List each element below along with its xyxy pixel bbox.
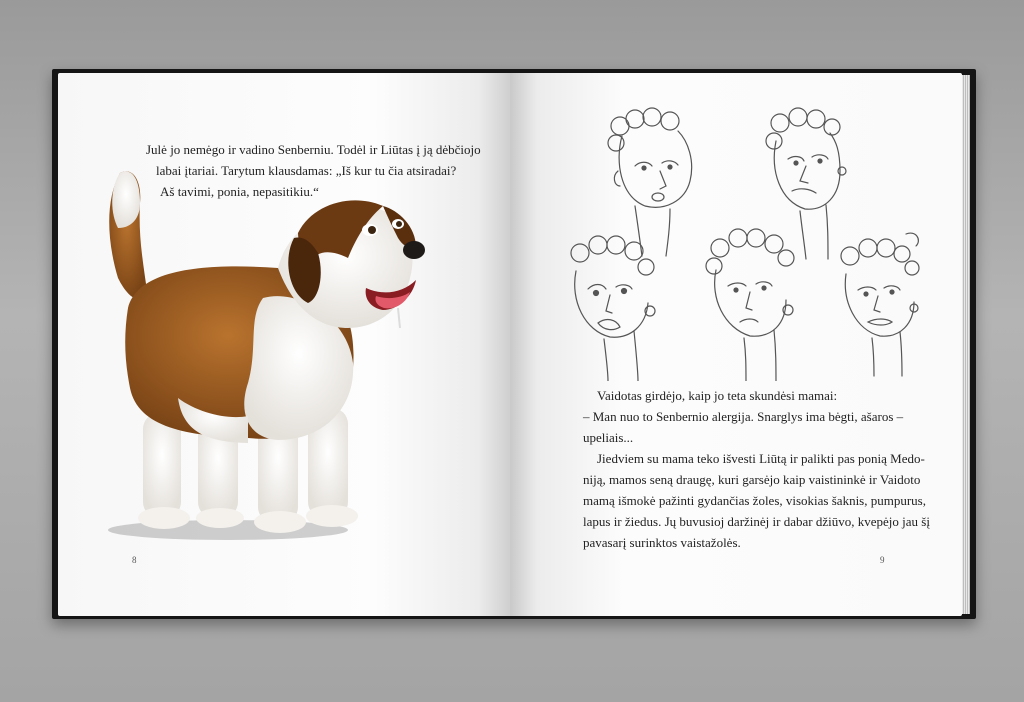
right-page bbox=[510, 73, 962, 616]
text-line: Julė jo nemėgo ir vadino Senberniu. Todėl ir Liūtas į ją dėbčiojo bbox=[146, 142, 481, 157]
text-line: labai įtariai. Tarytum klausdamas: „Iš kur tu čia atsiradai? bbox=[156, 163, 457, 178]
text-line: – Man nuo to Senbernio alergija. Snarglys ima bėgti, ašaros – bbox=[583, 409, 904, 424]
page-number: 9 bbox=[880, 555, 885, 565]
page-number: 8 bbox=[132, 555, 137, 565]
left-page bbox=[58, 73, 510, 616]
woman-face-sketches bbox=[550, 91, 940, 381]
text-line: Jiedviem su mama teko išvesti Liūtą ir palikti pas ponią Medo- bbox=[597, 451, 925, 466]
text-line: mamą išmokė pažinti gydančias žoles, visokias šaknis, pumpurus, bbox=[583, 493, 926, 508]
text-line: upeliais... bbox=[583, 430, 634, 445]
right-page-text bbox=[583, 385, 943, 553]
text-line: Vaidotas girdėjo, kaip jo teta skundėsi mamai: bbox=[597, 388, 838, 403]
text-line: niją, mamos seną draugę, kuri garsėjo kaip vaistininkė ir Vaidoto bbox=[583, 472, 921, 487]
page-edges bbox=[962, 75, 970, 614]
text-line: lapus ir žiedus. Jų buvusioj daržinėj ir dabar džiūvo, kvepėjo jau šį bbox=[583, 514, 930, 529]
saint-bernard-dog-illustration bbox=[98, 158, 428, 548]
open-book bbox=[52, 69, 976, 619]
text-line: Aš tavimi, ponia, nepasitikiu.“ bbox=[160, 184, 319, 199]
text-line: pavasarį surinktos vaistažolės. bbox=[583, 535, 741, 550]
